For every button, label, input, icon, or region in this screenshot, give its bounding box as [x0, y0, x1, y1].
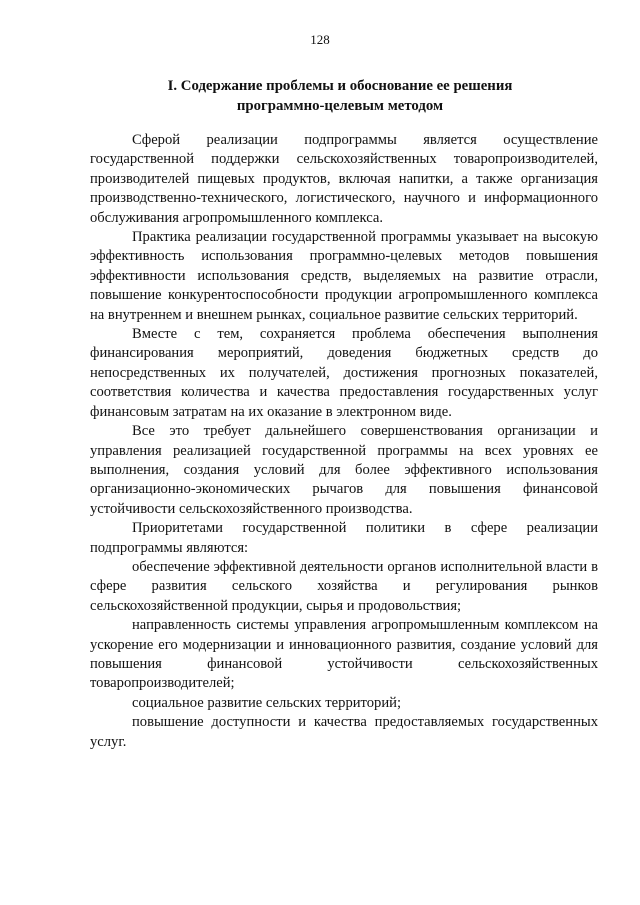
- paragraph-priorities-intro: Приоритетами государственной политики в сфере реализации подпрограммы являются:: [90, 520, 598, 556]
- priority-item-efficiency: обеспечение эффективной деятельности органов исполнительной власти в сфере развития сельского хозяйства и регулирования рынков сельскохозяйственной продукции, сырья и продовольствия;: [90, 558, 598, 614]
- priority-item-services: повышение доступности и качества предоставляемых государственных услуг.: [90, 714, 598, 750]
- document-body: [90, 131, 598, 752]
- priority-item-rural-development: социальное развитие сельских территорий;: [132, 694, 402, 711]
- paragraph-practice: Практика реализации государственной программы указывает на высокую эффективность использования программно-целевых методов повышения эффективности использования средств, выделяемых на развитие отрасли, повышение конкурентоспособности продукции агропромышленного комплекса на внутреннем и внешнем рынках, социальное развитие сельских территорий.: [90, 229, 598, 323]
- paragraph-scope: Сферой реализации подпрограммы является осуществление государственной поддержки сельскохозяйственных товаропроизводителей, производителей пищевых продуктов, включая напитки, а также организация производственно-технического, логистического, научного и информационного обслуживания агропромышленного комплекса.: [90, 132, 598, 226]
- paragraph-requirements: Все это требует дальнейшего совершенствования организации и управления реализацией государственной программы на всех уровнях ее выполнения, создания условий для более эффективного использования организационно-экономических рычагов для повышения финансовой устойчивости сельскохозяйственного производства.: [90, 423, 598, 517]
- section-title-line-2: программно-целевым методом: [236, 98, 444, 114]
- paragraph-problem: Вместе с тем, сохраняется проблема обеспечения выполнения финансирования мероприятий, доведения бюджетных средств до непосредственных их получателей, достижения прогнозных показателей, соответствия количества и качества предоставления государственных услуг финансовым затратам на их оказание в электронном виде.: [90, 326, 598, 420]
- page-number: 128: [310, 32, 330, 47]
- priority-item-modernization: направленность системы управления агропромышленным комплексом на ускорение его модернизации и инновационного развития, создание условий для повышения финансовой устойчивости сельскохозяйственных товаропроизводителей;: [90, 617, 598, 692]
- section-title-line-1: I. Содержание проблемы и обоснование ее решения: [167, 78, 513, 94]
- section-title: [80, 76, 600, 116]
